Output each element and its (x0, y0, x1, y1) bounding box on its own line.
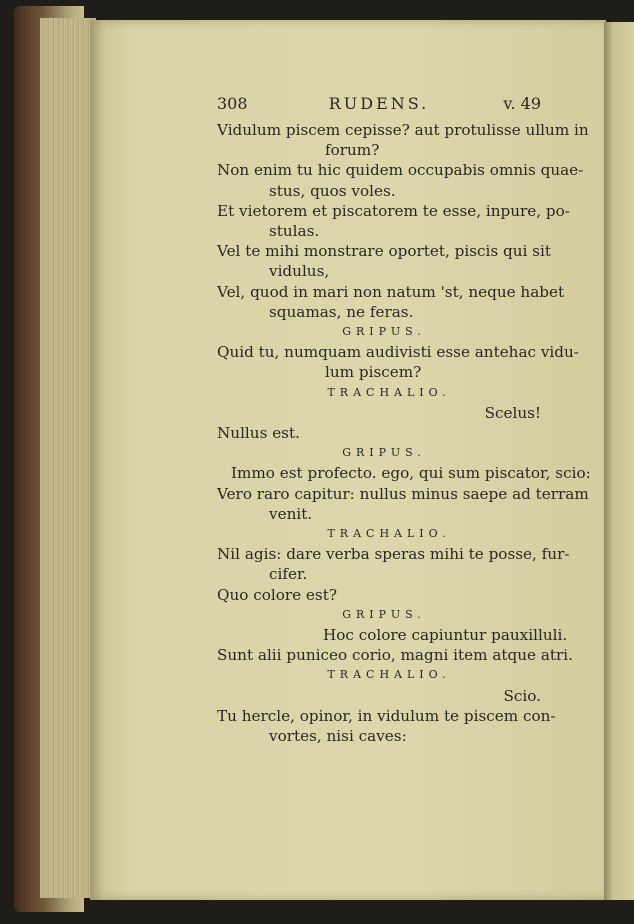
verse-line-continuation: vidulus, (269, 262, 330, 281)
page-text (217, 94, 591, 746)
verse-line: Nullus est. (217, 424, 300, 443)
verse-line-continuation: venit. (269, 504, 313, 523)
speaker-name: TRACHALIO. (327, 527, 451, 541)
verse-line: Quid tu, numquam audivisti esse antehac vidu- (217, 343, 579, 362)
page-edges (40, 18, 96, 898)
verse-line: Immo est profecto. ego, qui sum piscator, scio: (231, 464, 591, 483)
verse-line: Et vietorem et piscatorem te esse, inpure, po- (217, 201, 570, 220)
verse-number: v. 49 (503, 94, 541, 113)
speaker-name: TRACHALIO. (327, 385, 451, 399)
verse-line: Non enim tu hic quidem occupabis omnis quae- (217, 161, 584, 180)
verse-line: Scelus! (484, 403, 541, 422)
verse-line-continuation: stulas. (269, 222, 320, 241)
speaker-name: TRACHALIO. (327, 668, 451, 682)
verse-line: Vero raro capitur: nullus minus saepe ad terram (217, 484, 589, 503)
verse-line-continuation: squamas, ne feras. (269, 302, 414, 321)
verse-line: Nil agis: dare verba speras mihi te posse, fur- (217, 545, 570, 564)
verse-line: Vidulum piscem cepisse? aut protulisse ullum in (217, 121, 589, 139)
running-head (217, 94, 541, 120)
verse-line: Vel te mihi monstrare oportet, piscis qui sit (217, 242, 551, 261)
verse-line: Sunt alii puniceo corio, magni item atque atri. (217, 646, 573, 665)
verse-line: Hoc colore capiuntur pauxilluli. (323, 626, 568, 645)
page-number: 308 (217, 94, 248, 113)
facing-page-edge (604, 22, 634, 900)
verse-line-continuation: vortes, nisi caves: (269, 727, 407, 746)
verse-line-continuation: lum piscem? (325, 363, 422, 382)
verse-line: Tu hercle, opinor, in vidulum te piscem con- (217, 706, 556, 725)
running-title: RUDENS. (328, 94, 430, 113)
speaker-name: GRIPUS. (342, 607, 426, 621)
verse-line: Vel, quod in mari non natum 'st, neque habet (217, 282, 565, 301)
speaker-name: GRIPUS. (342, 325, 426, 339)
verse-line: Scio. (503, 686, 541, 705)
verse-line-continuation: forum? (325, 141, 380, 160)
verse-line-continuation: cifer. (269, 565, 308, 584)
verse-line-continuation: stus, quos voles. (269, 181, 396, 200)
verse-line: Quo colore est? (217, 585, 337, 604)
speaker-name: GRIPUS. (342, 446, 426, 460)
